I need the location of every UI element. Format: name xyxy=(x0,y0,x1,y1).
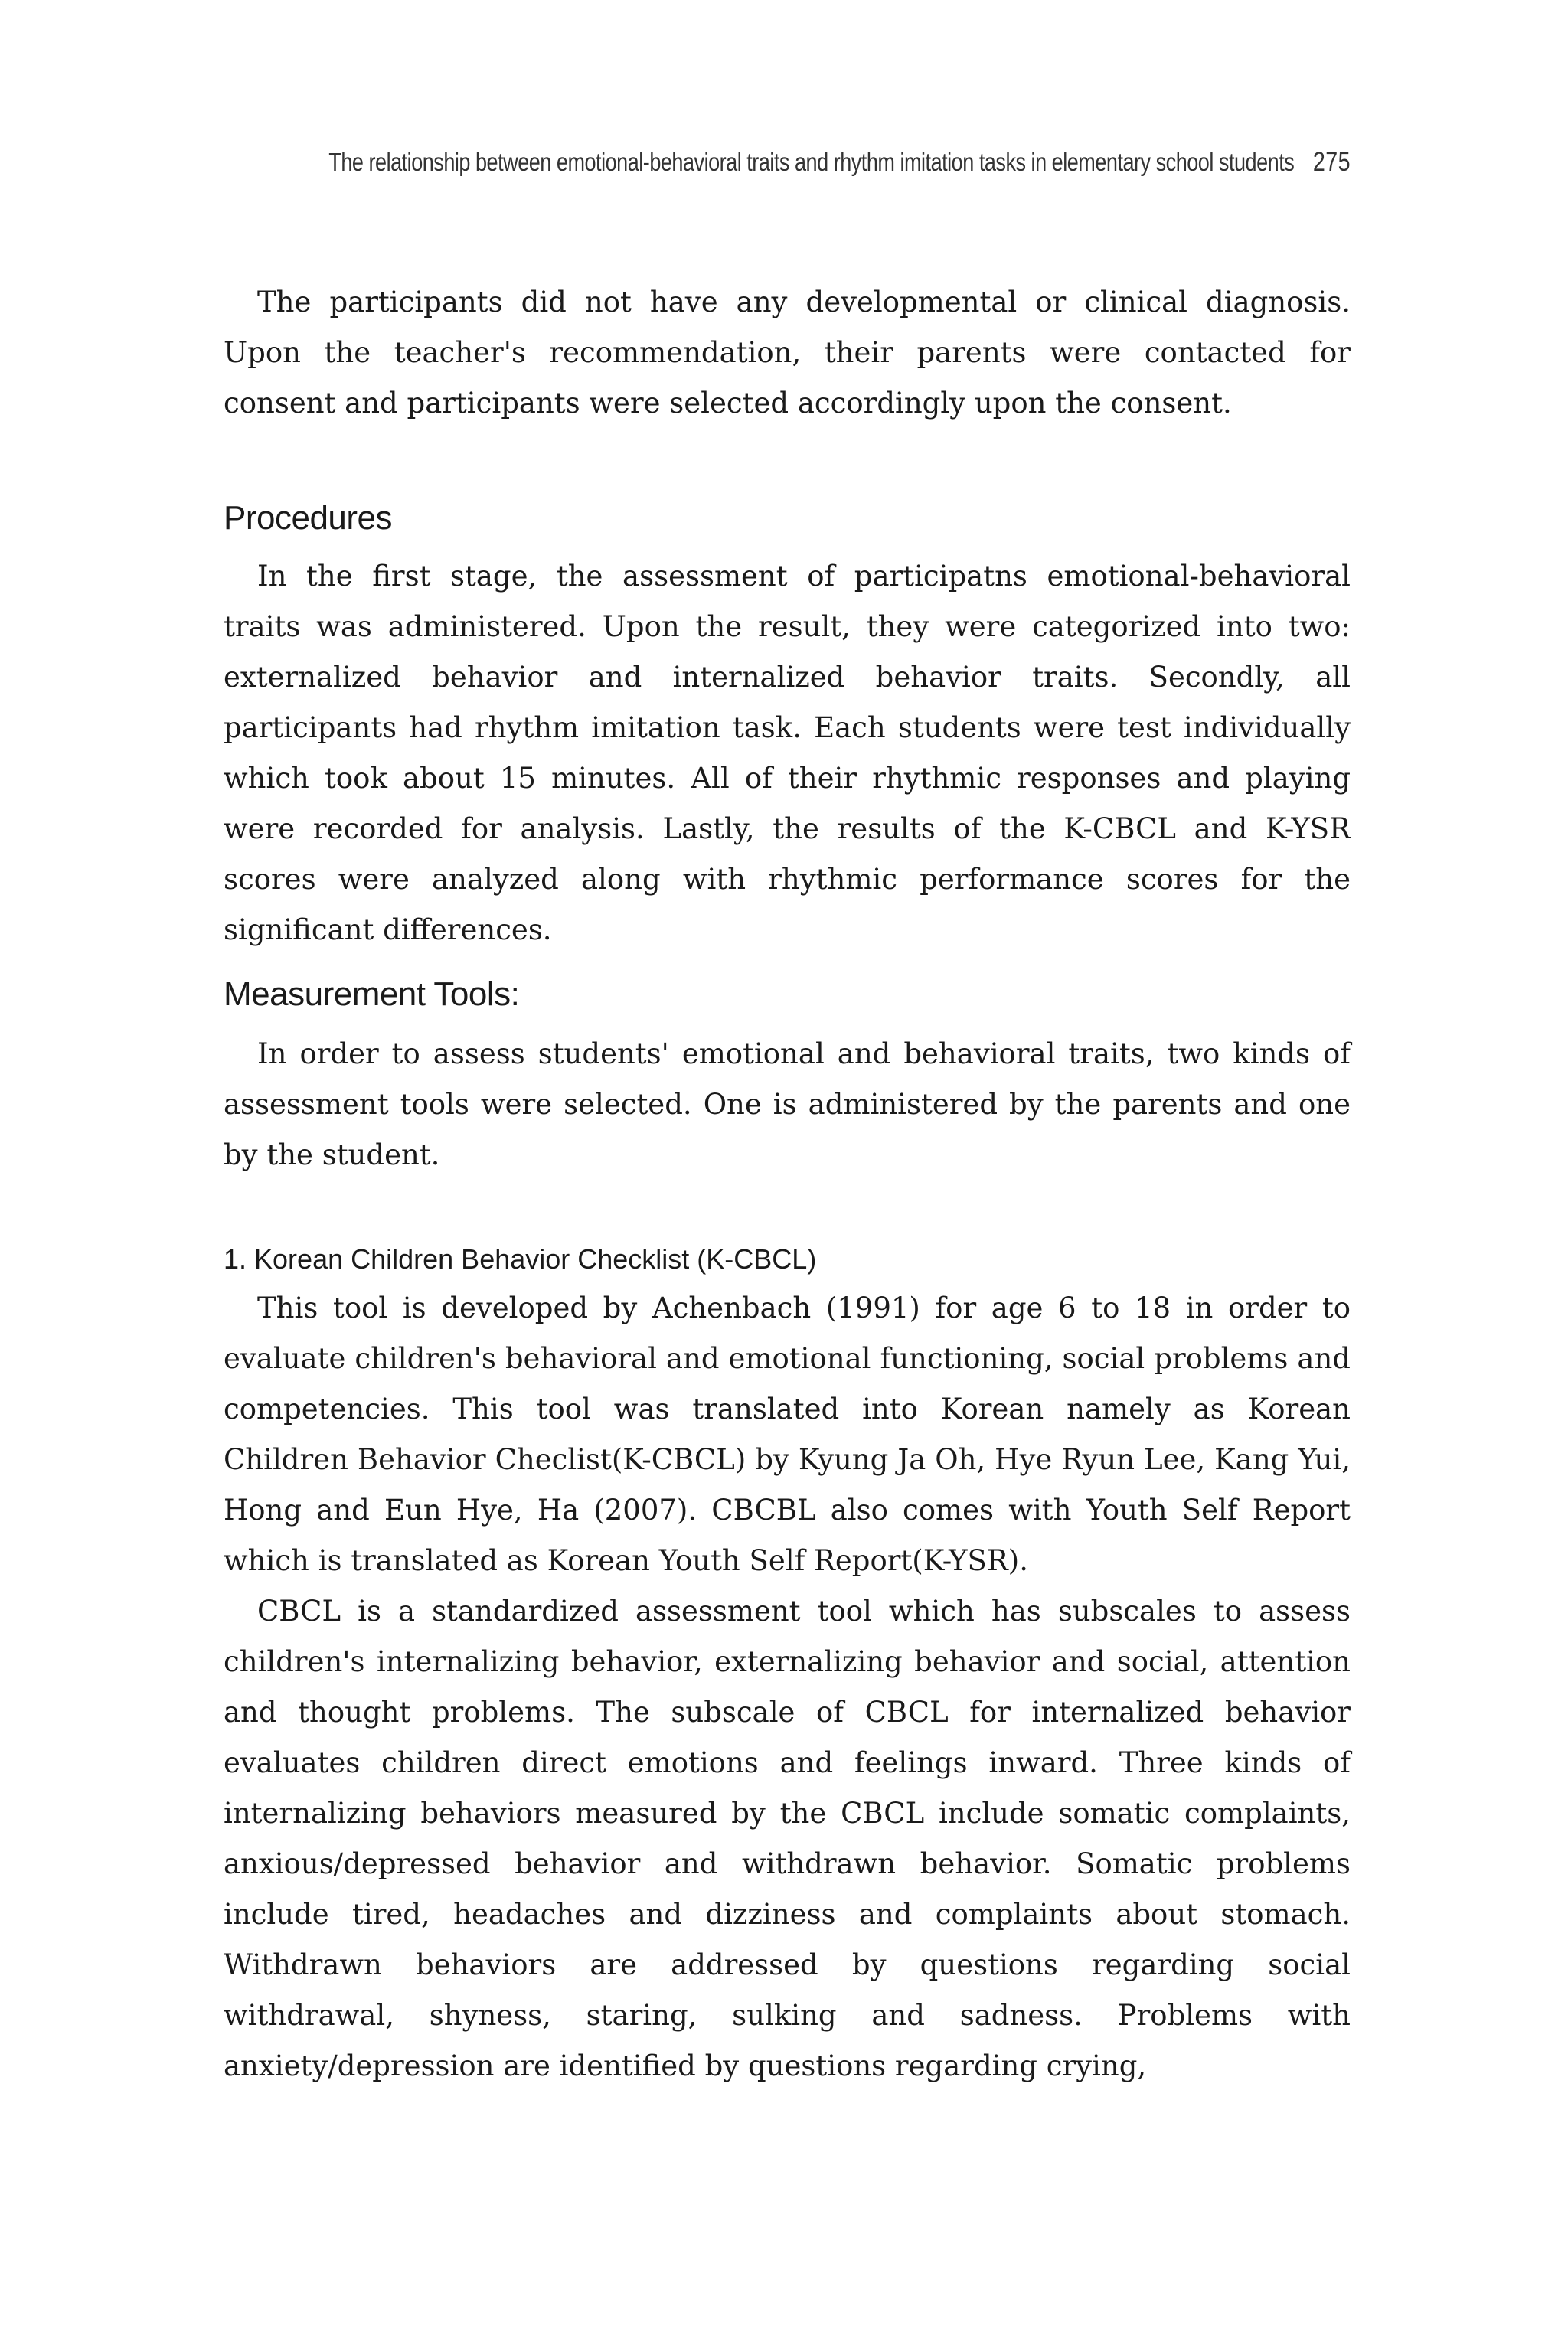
procedures-section xyxy=(224,551,1351,955)
kcbcl-section xyxy=(224,1283,1351,2092)
running-header xyxy=(328,147,1351,178)
procedures-heading: Procedures xyxy=(224,499,393,537)
page-number: 275 xyxy=(1312,147,1351,177)
measurement-tools-paragraph: In order to assess students' emotional and behavioral traits, two kinds of assessment tools were selected. One is administered by the parents and one by the student. xyxy=(224,1037,1351,1171)
running-title: The relationship between emotional-behavioral traits and rhythm imitation tasks in elementary school students xyxy=(328,148,1295,176)
kcbcl-paragraph-2: CBCL is a standardized assessment tool which has subscales to assess children's internalizing behavior, externalizing behavior and social, attention and thought problems. The subscale of CBCL for internalized behavior evaluates children direct emotions and feelings inward. Three kinds of internalizing behaviors measured by the CBCL include somatic complaints, anxious/depressed behavior and withdrawn behavior. Somatic problems include tired, headaches and dizziness and complaints about stomach. Withdrawn behaviors are addressed by questions regarding social withdrawal, shyness, staring, sulking and sadness. Problems with anxiety/depression are identified by questions regarding crying, xyxy=(224,1595,1351,2082)
measurement-tools-section xyxy=(224,1029,1351,1181)
procedures-paragraph: In the first stage, the assessment of participatns emotional-behavioral traits was administered. Upon the result, they were categorized into two: externalized behavior and internalized behavior traits. Secondly, all participants had rhythm imitation task. Each students were test individually which took about 15 minutes. All of their rhythmic responses and playing were recorded for analysis. Lastly, the results of the K-CBCL and K-YSR scores were analyzed along with rhythmic performance scores for the significant differences. xyxy=(224,560,1351,946)
participants-section xyxy=(224,277,1351,429)
participants-paragraph: The participants did not have any developmental or clinical diagnosis. Upon the teacher's recommendation, their parents were contacted for consent and participants were selected accordingly upon the consent. xyxy=(224,286,1351,420)
kcbcl-subheading: 1. Korean Children Behavior Checklist (K-CBCL) xyxy=(224,1243,817,1275)
measurement-tools-heading: Measurement Tools: xyxy=(224,975,520,1013)
kcbcl-paragraph-1: This tool is developed by Achenbach (1991) for age 6 to 18 in order to evaluate children's behavioral and emotional functioning, social problems and competencies. This tool was translated into Korean namely as Korean Children Behavior Checlist(K-CBCL) by Kyung Ja Oh, Hye Ryun Lee, Kang Yui, Hong and Eun Hye, Ha (2007). CBCBL also comes with Youth Self Report which is translated as Korean Youth Self Report(K-YSR). xyxy=(224,1292,1351,1577)
